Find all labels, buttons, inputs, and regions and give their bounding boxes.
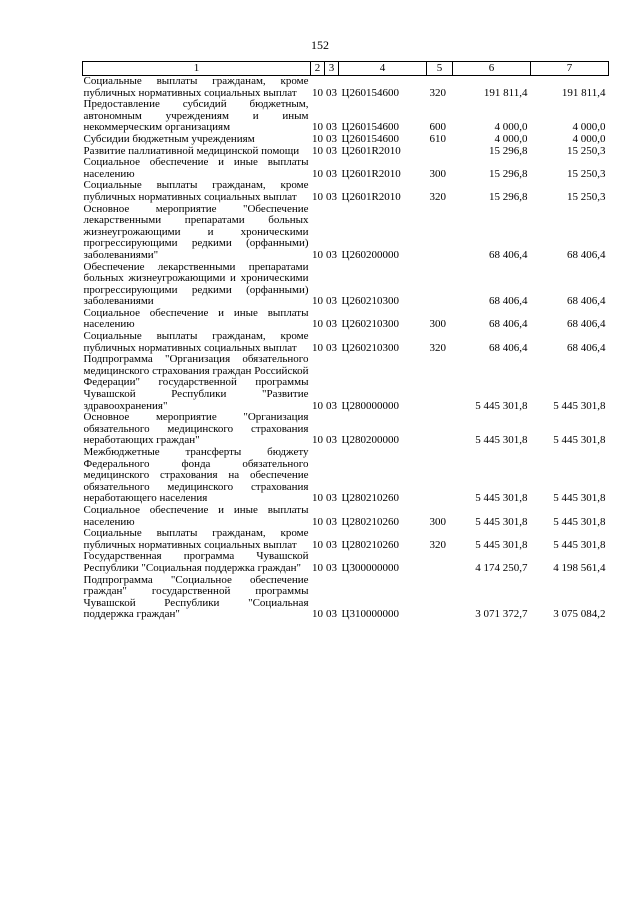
row-expense-type: 320: [429, 341, 446, 354]
table-row: [83, 412, 609, 447]
row-subsection: 03: [326, 167, 337, 180]
row-expense-type: 300: [429, 167, 446, 180]
row-expense-type: 610: [429, 132, 446, 145]
col-header-3: 3: [325, 62, 339, 76]
row-name: Обеспечение лекарственными препаратами больных жизнеугрожающими и хроническими прогрессирующими редкими (орфанными) заболеваниями: [83, 260, 309, 308]
row-subsection: 03: [326, 295, 337, 308]
table-row: [83, 551, 609, 574]
row-amount-year1: 3 071 372,7: [475, 608, 528, 621]
row-name: Основное мероприятие "Обеспечение лекарственными препаратами больных жизнеугрожающими и хроническими прогрессирующими редкими (орфанными) заболеваниями": [83, 202, 309, 261]
row-target-code: Ц280200000: [341, 434, 399, 447]
row-target-code: Ц280210260: [341, 538, 399, 551]
row-name: Социальное обеспечение и иные выплаты населению: [83, 156, 309, 180]
row-amount-year2: 15 250,3: [567, 190, 606, 203]
row-section: 10: [312, 434, 323, 447]
row-expense-type: 320: [429, 538, 446, 551]
row-amount-year2: 4 000,0: [572, 132, 606, 145]
row-expense-type: 320: [429, 190, 446, 203]
row-section: 10: [312, 121, 323, 134]
col-header-7: 7: [531, 62, 609, 76]
row-name: Субсидии бюджетным учреждениям: [83, 132, 255, 145]
row-target-code: Ц260154600: [341, 86, 399, 99]
row-expense-type: [427, 262, 453, 308]
row-target-code: Ц260154600: [341, 121, 399, 134]
row-amount-year1: 68 406,4: [489, 341, 528, 354]
row-amount-year2: 68 406,4: [567, 248, 606, 261]
row-name: Социальное обеспечение и иные выплаты населению: [83, 503, 309, 528]
table-row: [83, 447, 609, 505]
row-amount-year2: 4 198 561,4: [553, 561, 606, 574]
row-section: 10: [312, 86, 323, 99]
table-row: [83, 157, 609, 180]
row-expense-type: 600: [429, 121, 446, 134]
row-subsection: 03: [326, 538, 337, 551]
row-amount-year2: 5 445 301,8: [553, 434, 606, 447]
row-subsection: 03: [326, 248, 337, 261]
row-amount-year1: 5 445 301,8: [475, 399, 528, 412]
row-subsection: 03: [326, 144, 337, 157]
row-target-code: Ц280210260: [341, 492, 399, 505]
row-subsection: 03: [326, 121, 337, 134]
row-section: 10: [312, 515, 323, 528]
row-subsection: 03: [326, 132, 337, 145]
row-subsection: 03: [326, 86, 337, 99]
table-row: [83, 262, 609, 308]
row-target-code: Ц2601R2010: [341, 190, 401, 203]
page-number: 152: [311, 38, 329, 52]
row-amount-year1: 15 296,8: [489, 167, 528, 180]
table-row: [83, 134, 609, 146]
row-amount-year1: 4 174 250,7: [475, 561, 528, 574]
row-section: 10: [312, 538, 323, 551]
row-name: Социальные выплаты гражданам, кроме публичных нормативных социальных выплат: [83, 179, 309, 203]
row-name: Межбюджетные трансферты бюджету Федерального фонда обязательного медицинского страхования на обеспечение обязательного медицинского страхования неработающего населения: [83, 446, 309, 505]
row-target-code: Ц280210260: [341, 515, 399, 528]
table-row: [83, 76, 609, 100]
row-amount-year1: 5 445 301,8: [475, 538, 528, 551]
table-row: [83, 575, 609, 621]
row-amount-year1: 68 406,4: [489, 248, 528, 261]
row-amount-year2: 15 250,3: [567, 144, 606, 157]
row-expense-type: 300: [429, 515, 446, 528]
row-expense-type: [427, 447, 453, 505]
row-section: 10: [312, 167, 323, 180]
row-amount-year2: 15 250,3: [567, 167, 606, 180]
row-section: 10: [312, 399, 323, 412]
row-subsection: 03: [326, 608, 337, 621]
col-header-1: 1: [83, 62, 311, 76]
row-section: 10: [312, 608, 323, 621]
row-section: 10: [312, 318, 323, 331]
row-amount-year2: 3 075 084,2: [553, 608, 606, 621]
row-subsection: 03: [326, 341, 337, 354]
table-row: [83, 354, 609, 412]
row-expense-type: [427, 551, 453, 574]
row-section: 10: [312, 492, 323, 505]
row-amount-year1: 15 296,8: [489, 144, 528, 157]
row-target-code: Ц260154600: [341, 132, 399, 145]
row-target-code: Ц300000000: [341, 561, 399, 574]
row-name: Государственная программа Чувашской Республики "Социальная поддержка граждан": [83, 550, 309, 574]
row-subsection: 03: [326, 434, 337, 447]
row-amount-year2: 191 811,4: [561, 86, 606, 99]
row-amount-year1: 68 406,4: [489, 295, 528, 308]
row-amount-year1: 191 811,4: [483, 86, 528, 99]
row-target-code: Ц260210300: [341, 318, 399, 331]
row-target-code: Ц2601R2010: [341, 144, 401, 157]
row-subsection: 03: [326, 561, 337, 574]
row-amount-year1: 5 445 301,8: [475, 515, 528, 528]
row-amount-year1: 68 406,4: [489, 318, 528, 331]
row-name: Социальные выплаты гражданам, кроме публичных нормативных социальных выплат: [83, 75, 309, 99]
row-subsection: 03: [326, 492, 337, 505]
row-expense-type: [427, 146, 453, 158]
table-row: [83, 204, 609, 262]
row-section: 10: [312, 295, 323, 308]
row-target-code: Ц280000000: [341, 399, 399, 412]
col-header-4: 4: [339, 62, 427, 76]
row-amount-year2: 4 000,0: [572, 121, 606, 134]
row-amount-year1: 5 445 301,8: [475, 492, 528, 505]
row-subsection: 03: [326, 399, 337, 412]
row-name: Подпрограмма "Социальное обеспечение граждан" государственной программы Чувашской Республики "Социальная поддержка граждан": [83, 573, 309, 621]
table-body: [83, 76, 609, 621]
row-expense-type: [427, 575, 453, 621]
row-expense-type: 300: [429, 318, 446, 331]
row-amount-year2: 5 445 301,8: [553, 492, 606, 505]
table-row: [83, 308, 609, 331]
row-section: 10: [312, 248, 323, 261]
table-row: [83, 99, 609, 134]
row-target-code: Ц310000000: [341, 608, 399, 621]
row-expense-type: [427, 204, 453, 262]
row-subsection: 03: [326, 515, 337, 528]
row-name: Социальное обеспечение и иные выплаты населению: [83, 306, 309, 331]
row-target-code: Ц260210300: [341, 341, 399, 354]
table-row: [83, 528, 609, 551]
row-target-code: Ц260210300: [341, 295, 399, 308]
row-amount-year2: 68 406,4: [567, 295, 606, 308]
row-target-code: Ц260200000: [341, 248, 399, 261]
row-amount-year2: 68 406,4: [567, 341, 606, 354]
row-section: 10: [312, 144, 323, 157]
row-section: 10: [312, 132, 323, 145]
row-amount-year2: 68 406,4: [567, 318, 606, 331]
row-section: 10: [312, 190, 323, 203]
row-amount-year1: 5 445 301,8: [475, 434, 528, 447]
row-amount-year2: 5 445 301,8: [553, 515, 606, 528]
row-expense-type: [427, 354, 453, 412]
row-name: Основное мероприятие "Организация обязательного медицинского страхования неработающих граждан": [83, 411, 309, 447]
header-row: [83, 62, 609, 76]
row-name: Подпрограмма "Организация обязательного медицинского страхования граждан Российской Федерации" государственной программы Чувашской Республики "Развитие здравоохранения": [83, 353, 309, 412]
row-subsection: 03: [326, 190, 337, 203]
col-header-5: 5: [427, 62, 453, 76]
row-amount-year1: 4 000,0: [494, 132, 528, 145]
row-name: Социальные выплаты гражданам, кроме публичных нормативных социальных выплат: [83, 330, 309, 354]
row-amount-year2: 5 445 301,8: [553, 399, 606, 412]
budget-table: [82, 61, 609, 621]
row-section: 10: [312, 561, 323, 574]
table-row: [83, 505, 609, 528]
row-name: Предоставление субсидий бюджетным, автономным учреждениям и иным некоммерческим организациям: [83, 98, 309, 134]
row-subsection: 03: [326, 318, 337, 331]
row-amount-year1: 15 296,8: [489, 190, 528, 203]
col-header-6: 6: [453, 62, 531, 76]
col-header-2: 2: [311, 62, 325, 76]
row-section: 10: [312, 341, 323, 354]
row-amount-year1: 4 000,0: [494, 121, 528, 134]
row-amount-year2: 5 445 301,8: [553, 538, 606, 551]
row-expense-type: [427, 412, 453, 447]
table-row: [83, 331, 609, 354]
row-name: Развитие паллиативной медицинской помощи: [83, 144, 300, 157]
row-target-code: Ц2601R2010: [341, 167, 401, 180]
row-expense-type: 320: [429, 86, 446, 99]
table-row: [83, 180, 609, 203]
row-name: Социальные выплаты гражданам, кроме публичных нормативных социальных выплат: [83, 527, 309, 551]
